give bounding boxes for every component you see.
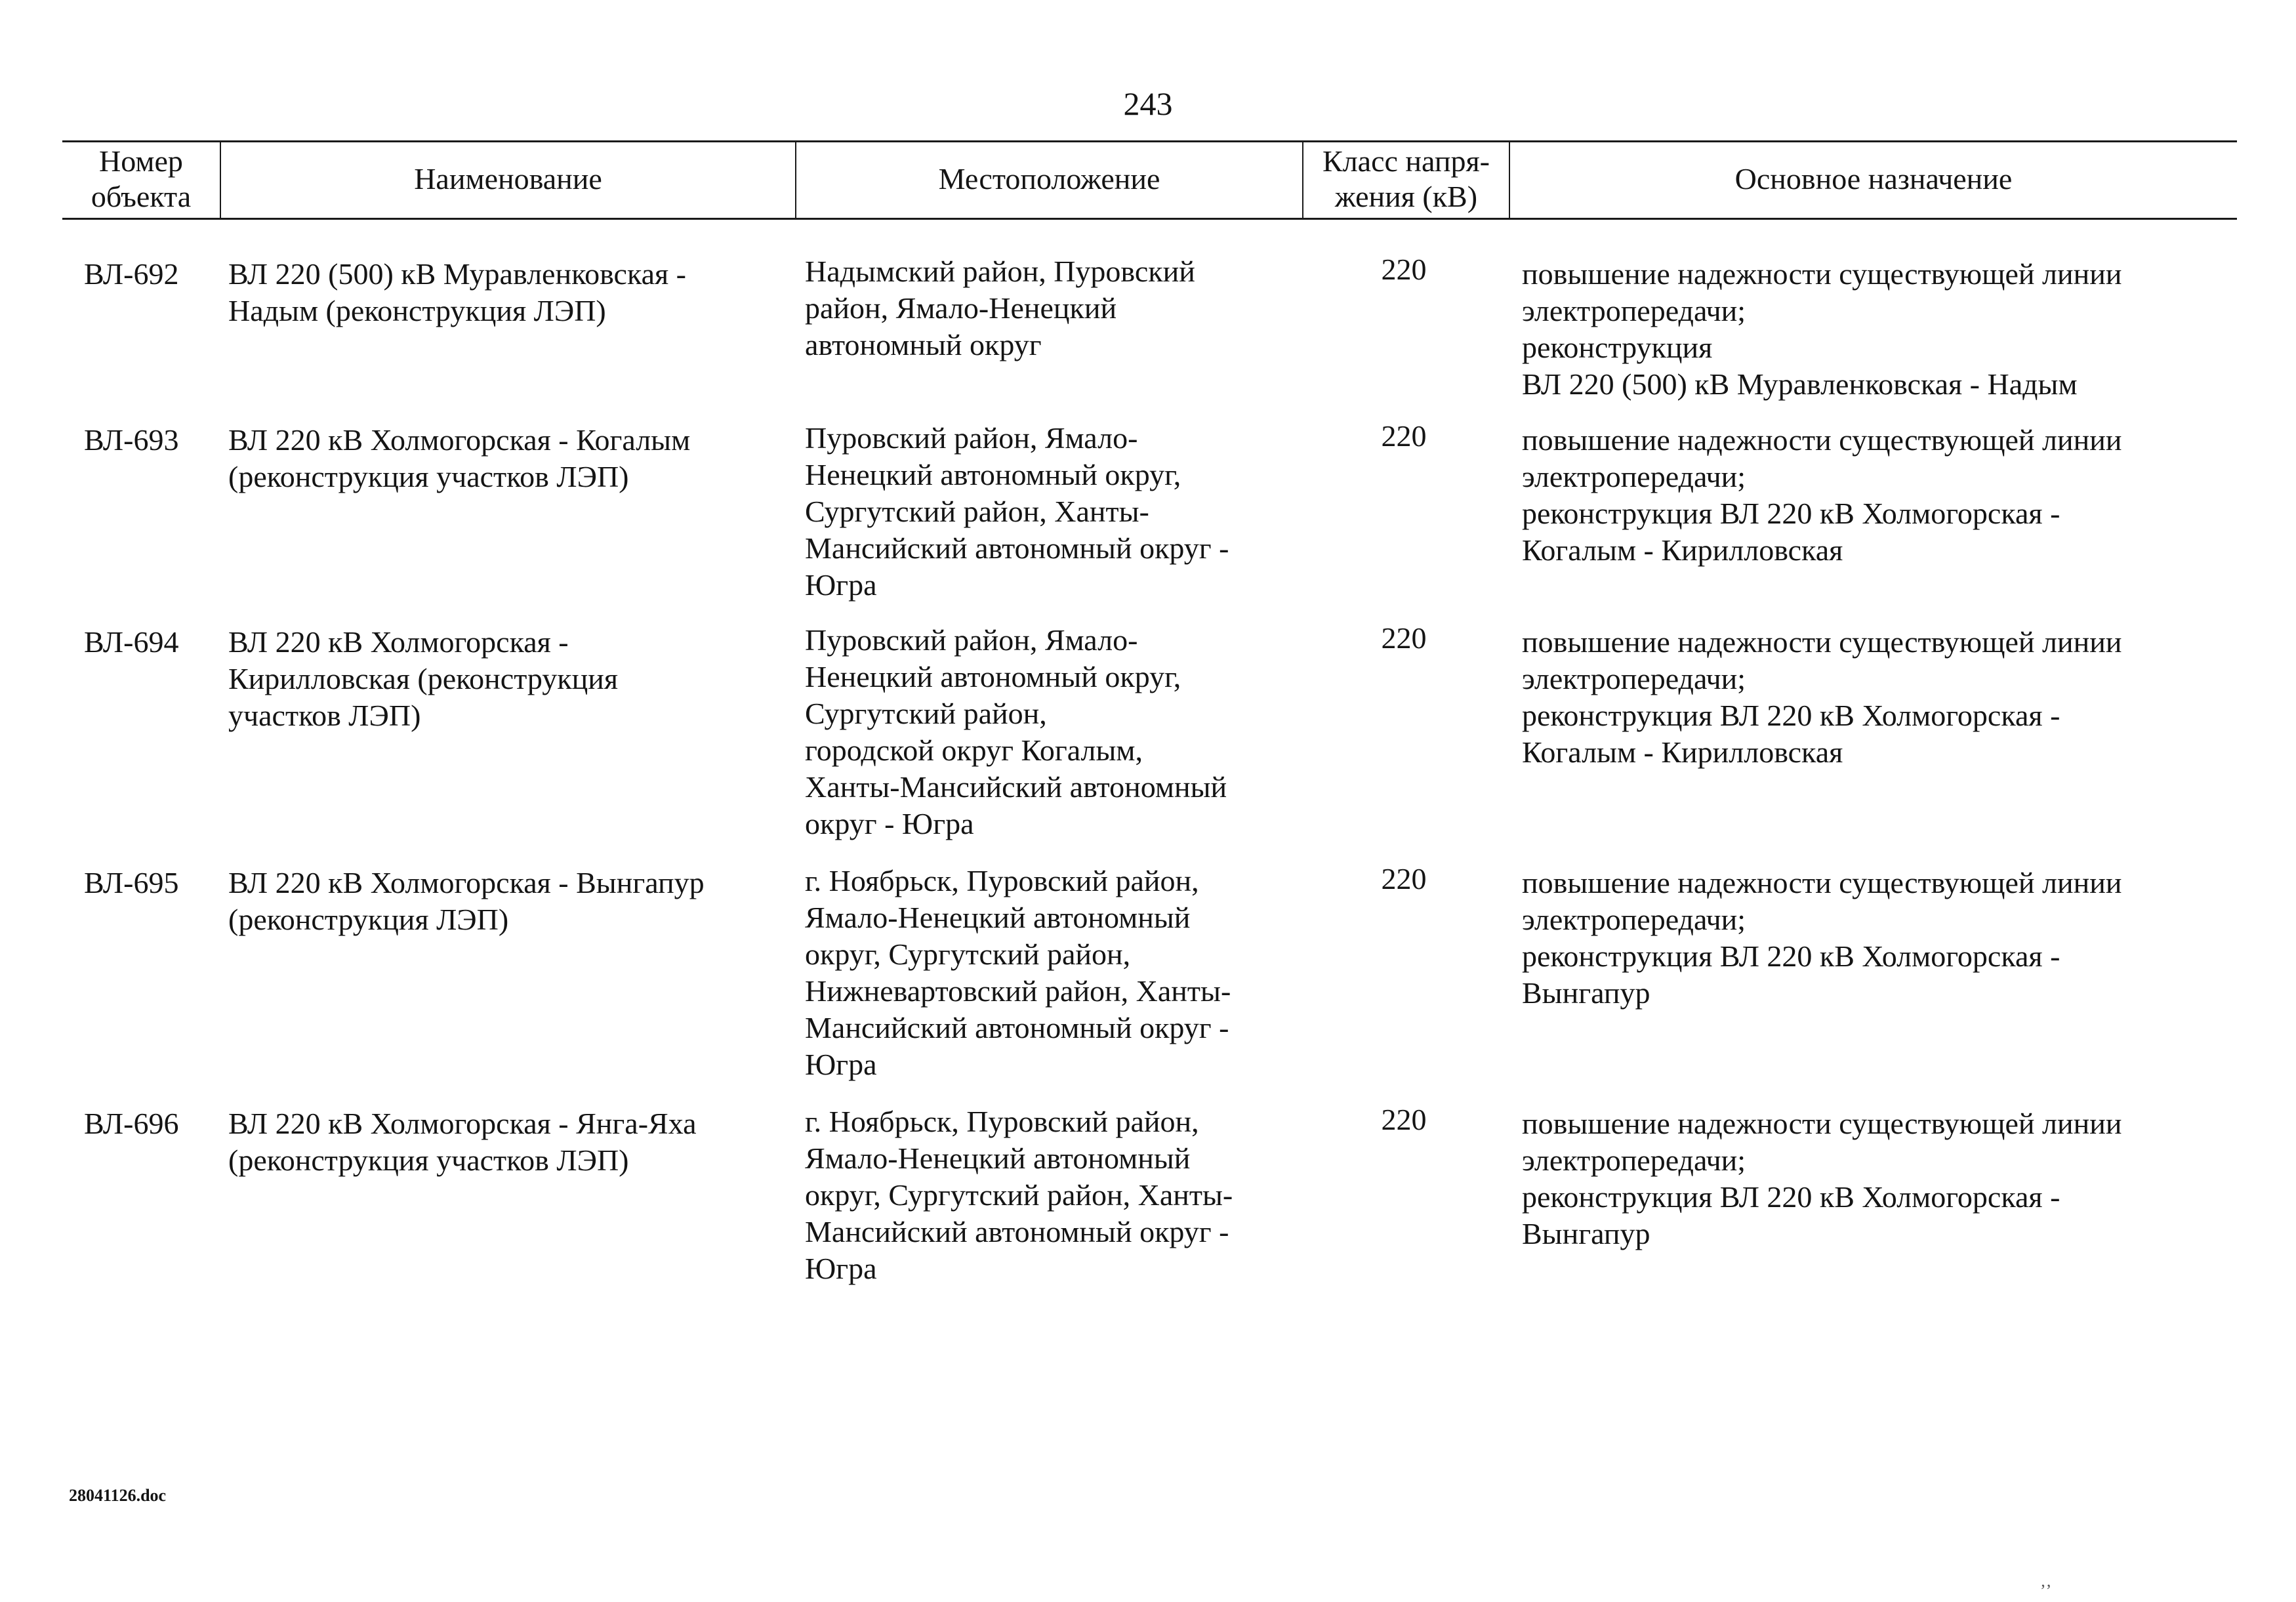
row-name: ВЛ 220 (500) кВ Муравленковская - Надым (реконструкция ЛЭП) xyxy=(228,257,686,327)
row-purpose: повышение надежности существующей линии электропередачи; реконструкция ВЛ 220 (500) кВ Муравленковская - Надым xyxy=(1522,257,2122,401)
row-name: ВЛ 220 кВ Холмогорская - Янга-Яха (реконструкция участков ЛЭП) xyxy=(228,1107,697,1177)
header-location-label: Местоположение xyxy=(938,162,1160,195)
row-name: ВЛ 220 кВ Холмогорская - Когалым (реконструкция участков ЛЭП) xyxy=(228,423,691,493)
row-number: ВЛ-693 xyxy=(84,423,179,457)
row-location: г. Ноябрьск, Пуровский район, Ямало-Ненецкий автономный округ, Сургутский район, Ханты- Мансийский автономный округ - Югра xyxy=(805,1105,1233,1285)
header-number xyxy=(62,140,220,218)
header-voltage-label: Класс напря- жения (кВ) xyxy=(1322,144,1490,213)
header-number-label: Номер объекта xyxy=(91,144,192,213)
row-purpose: повышение надежности существующей линии электропередачи; реконструкция ВЛ 220 кВ Холмогорская - Вынгапур xyxy=(1522,866,2122,1010)
row-voltage: 220 xyxy=(1381,862,1427,895)
row-purpose: повышение надежности существующей линии электропередачи; реконструкция ВЛ 220 кВ Холмогорская - Вынгапур xyxy=(1522,1107,2122,1250)
row-purpose: повышение надежности существующей линии электропередачи; реконструкция ВЛ 220 кВ Холмогорская - Когалым - Кирилловская xyxy=(1522,423,2122,567)
row-name: ВЛ 220 кВ Холмогорская - Кирилловская (реконструкция участков ЛЭП) xyxy=(228,625,619,732)
row-number: ВЛ-695 xyxy=(84,866,179,899)
row-voltage: 220 xyxy=(1381,1103,1427,1136)
row-name: ВЛ 220 кВ Холмогорская - Вынгапур (реконструкция ЛЭП) xyxy=(228,866,705,936)
row-voltage: 220 xyxy=(1381,253,1427,286)
document-filename: 28041126.doc xyxy=(69,1486,167,1505)
scan-mark: ‚‚ xyxy=(2040,1571,2052,1590)
page-number: 243 xyxy=(1123,85,1173,122)
row-location: Пуровский район, Ямало- Ненецкий автономный округ, Сургутский район, Ханты- Мансийский автономный округ - Югра xyxy=(805,421,1229,602)
header-voltage xyxy=(1303,140,1509,218)
row-number: ВЛ-692 xyxy=(84,257,179,291)
row-location: Надымский район, Пуровский район, Ямало-Ненецкий автономный округ xyxy=(805,255,1195,361)
row-voltage: 220 xyxy=(1381,621,1427,655)
row-voltage: 220 xyxy=(1381,419,1427,453)
header-name xyxy=(221,140,795,218)
header-purpose-label: Основное назначение xyxy=(1734,162,2013,195)
header-name-label: Наименование xyxy=(414,162,602,195)
row-location: Пуровский район, Ямало- Ненецкий автономный округ, Сургутский район, городской округ Когалым, Ханты-Мансийский автономный округ - Югра xyxy=(805,623,1227,840)
row-number: ВЛ-694 xyxy=(84,625,179,659)
header-purpose xyxy=(1510,140,2237,218)
table-header-bottom-rule xyxy=(62,218,2237,220)
header-location xyxy=(796,140,1302,218)
row-purpose: повышение надежности существующей линии электропередачи; реконструкция ВЛ 220 кВ Холмогорская - Когалым - Кирилловская xyxy=(1522,625,2122,769)
row-location: г. Ноябрьск, Пуровский район, Ямало-Ненецкий автономный округ, Сургутский район, Нижневартовский район, Ханты- Мансийский автономный округ - Югра xyxy=(805,864,1231,1081)
row-number: ВЛ-696 xyxy=(84,1107,179,1140)
